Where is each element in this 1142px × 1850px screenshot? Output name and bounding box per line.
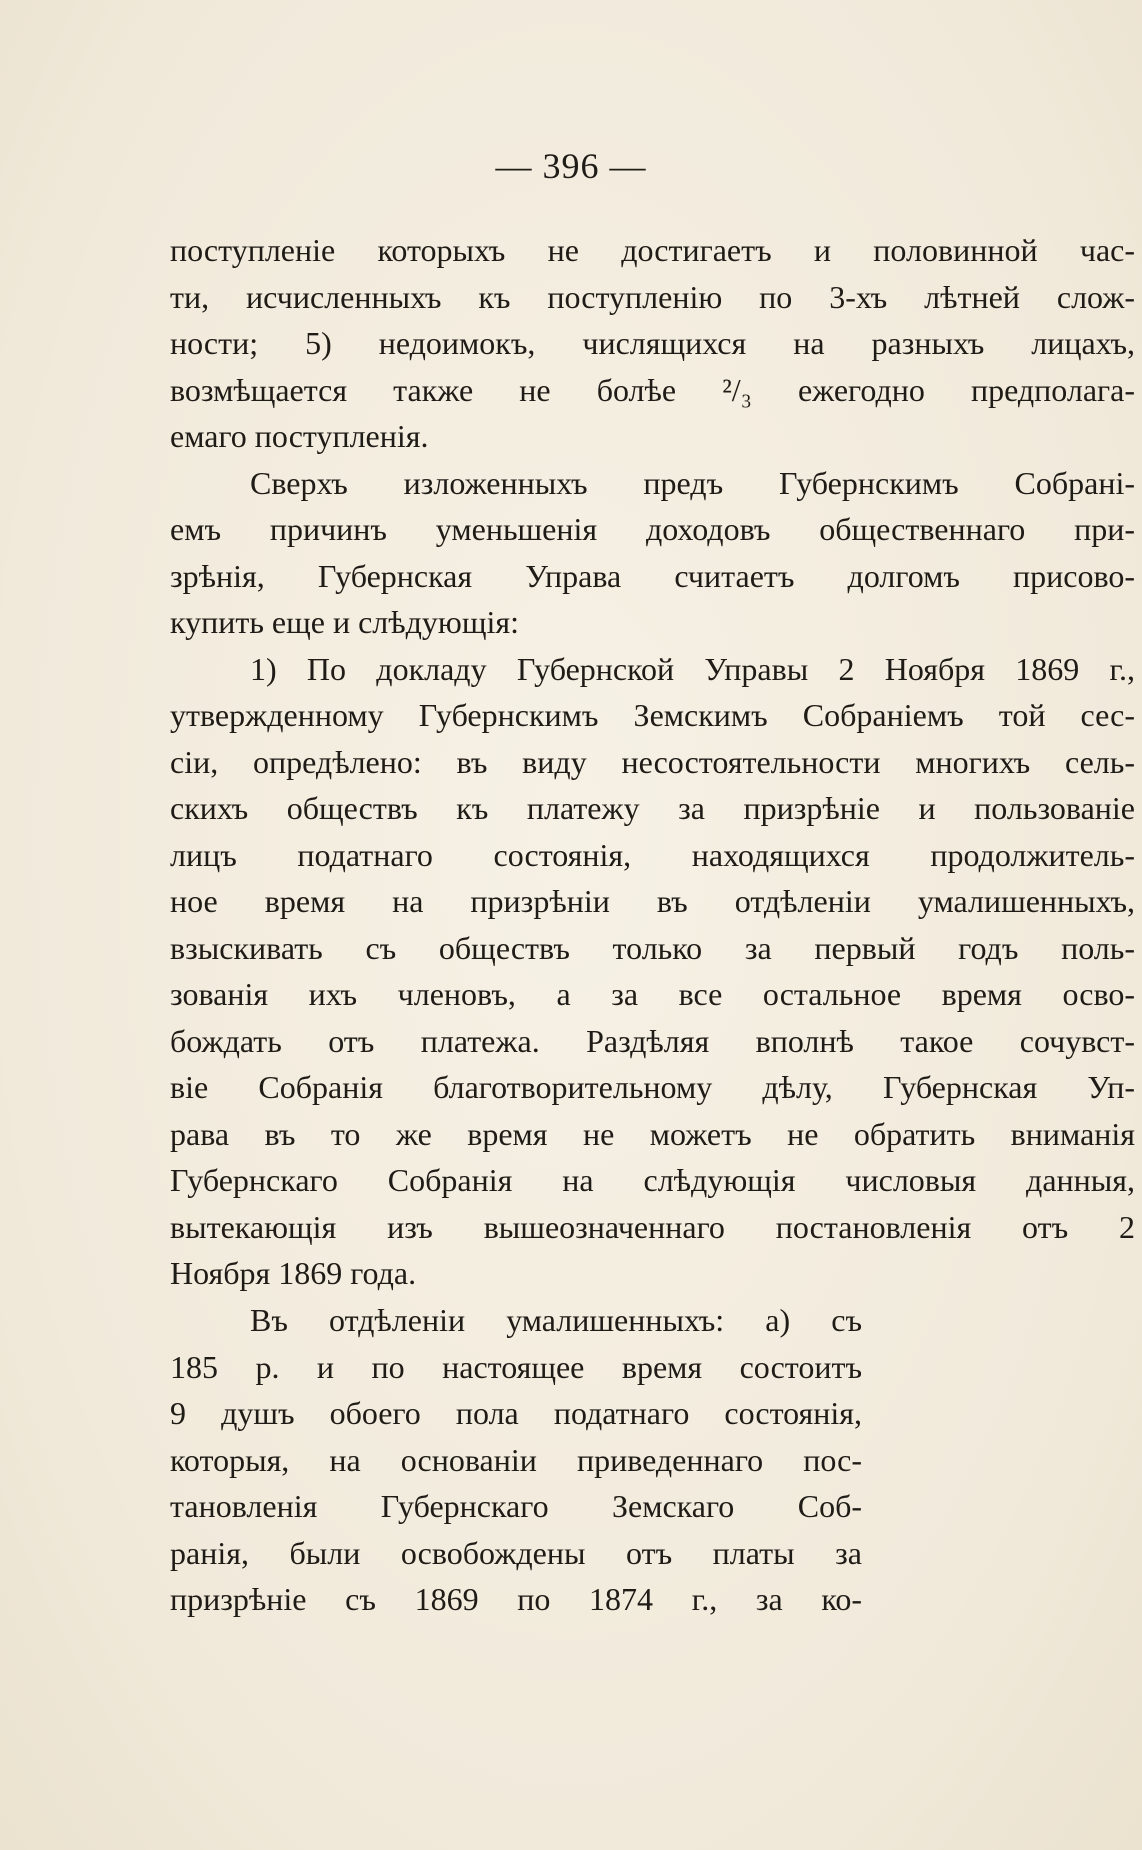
text-line: емаго поступленія. xyxy=(170,418,429,454)
text-line: вытекающія изъ вышеозначеннаго постановленія отъ 2 xyxy=(170,1208,1135,1245)
text-line: возмѣщается также не болѣе ²/₃ ежегодно предполага- xyxy=(170,371,1135,408)
text-line: Ноября 1869 года. xyxy=(170,1255,417,1291)
text-line: 9 душъ обоего пола податнаго состоянія, xyxy=(170,1395,862,1431)
text-line: тановленія Губернскаго Земскаго Соб- xyxy=(170,1488,862,1524)
text-line: ности; 5) недоимокъ, числящихся на разныхъ лицахъ, xyxy=(170,325,1135,361)
text-line: призрѣніе съ 1869 по 1874 г., за ко- xyxy=(170,1581,862,1617)
text-line: лицъ податнаго состоянія, находящихся продолжитель- xyxy=(170,836,1135,873)
text-line: зрѣнія, Губернская Управа считаетъ долгомъ присово- xyxy=(170,557,1135,594)
text-line: купить еще и слѣдующія: xyxy=(170,604,519,640)
text-line: утвержденному Губернскимъ Земскимъ Собраніемъ той сес- xyxy=(170,697,1135,733)
text-line: 1) По докладу Губернской Управы 2 Ноября 1869 г., xyxy=(250,650,1135,687)
text-line: Въ отдѣленіи умалишенныхъ: а) съ xyxy=(250,1302,862,1338)
text-line: сіи, опредѣлено: въ виду несостоятельности многихъ сель- xyxy=(170,743,1135,780)
text-line: взыскивать съ обществъ только за первый годъ поль- xyxy=(170,929,1135,966)
text-line: ти, исчисленныхъ къ поступленію по 3-хъ лѣтней слож- xyxy=(170,278,1135,315)
text-line: ранія, были освобождены отъ платы за xyxy=(170,1534,862,1571)
text-line: поступленіе которыхъ не достигаетъ и половинной час- xyxy=(170,232,1135,268)
text-line: скихъ обществъ къ платежу за призрѣніе и пользованіе xyxy=(170,790,1135,826)
text-line: Губернскаго Собранія на слѣдующія числовыя данныя, xyxy=(170,1162,1135,1198)
text-line: которыя, на основаніи приведеннаго пос- xyxy=(170,1441,862,1478)
main-text xyxy=(170,227,1135,1297)
page-number: — 396 — xyxy=(495,146,647,186)
text-line: бождать отъ платежа. Раздѣляя вполнѣ такое сочувст- xyxy=(170,1022,1135,1059)
text-line: ное время на призрѣніи въ отдѣленіи умалишенныхъ, xyxy=(170,883,1135,919)
text-line: зованія ихъ членовъ, а за все остальное время осво- xyxy=(170,976,1135,1012)
text-line: віе Собранія благотворительному дѣлу, Губернская Уп- xyxy=(170,1069,1135,1105)
text-line: 185 р. и по настоящее время состоитъ xyxy=(170,1348,862,1385)
text-line: рава въ то же время не можетъ не обратить вниманія xyxy=(170,1115,1135,1152)
narrow-text xyxy=(170,1297,862,1623)
text-line: Сверхъ изложенныхъ предъ Губернскимъ Собрані- xyxy=(250,464,1135,501)
text-line: емъ причинъ уменьшенія доходовъ общественнаго при- xyxy=(170,511,1135,547)
